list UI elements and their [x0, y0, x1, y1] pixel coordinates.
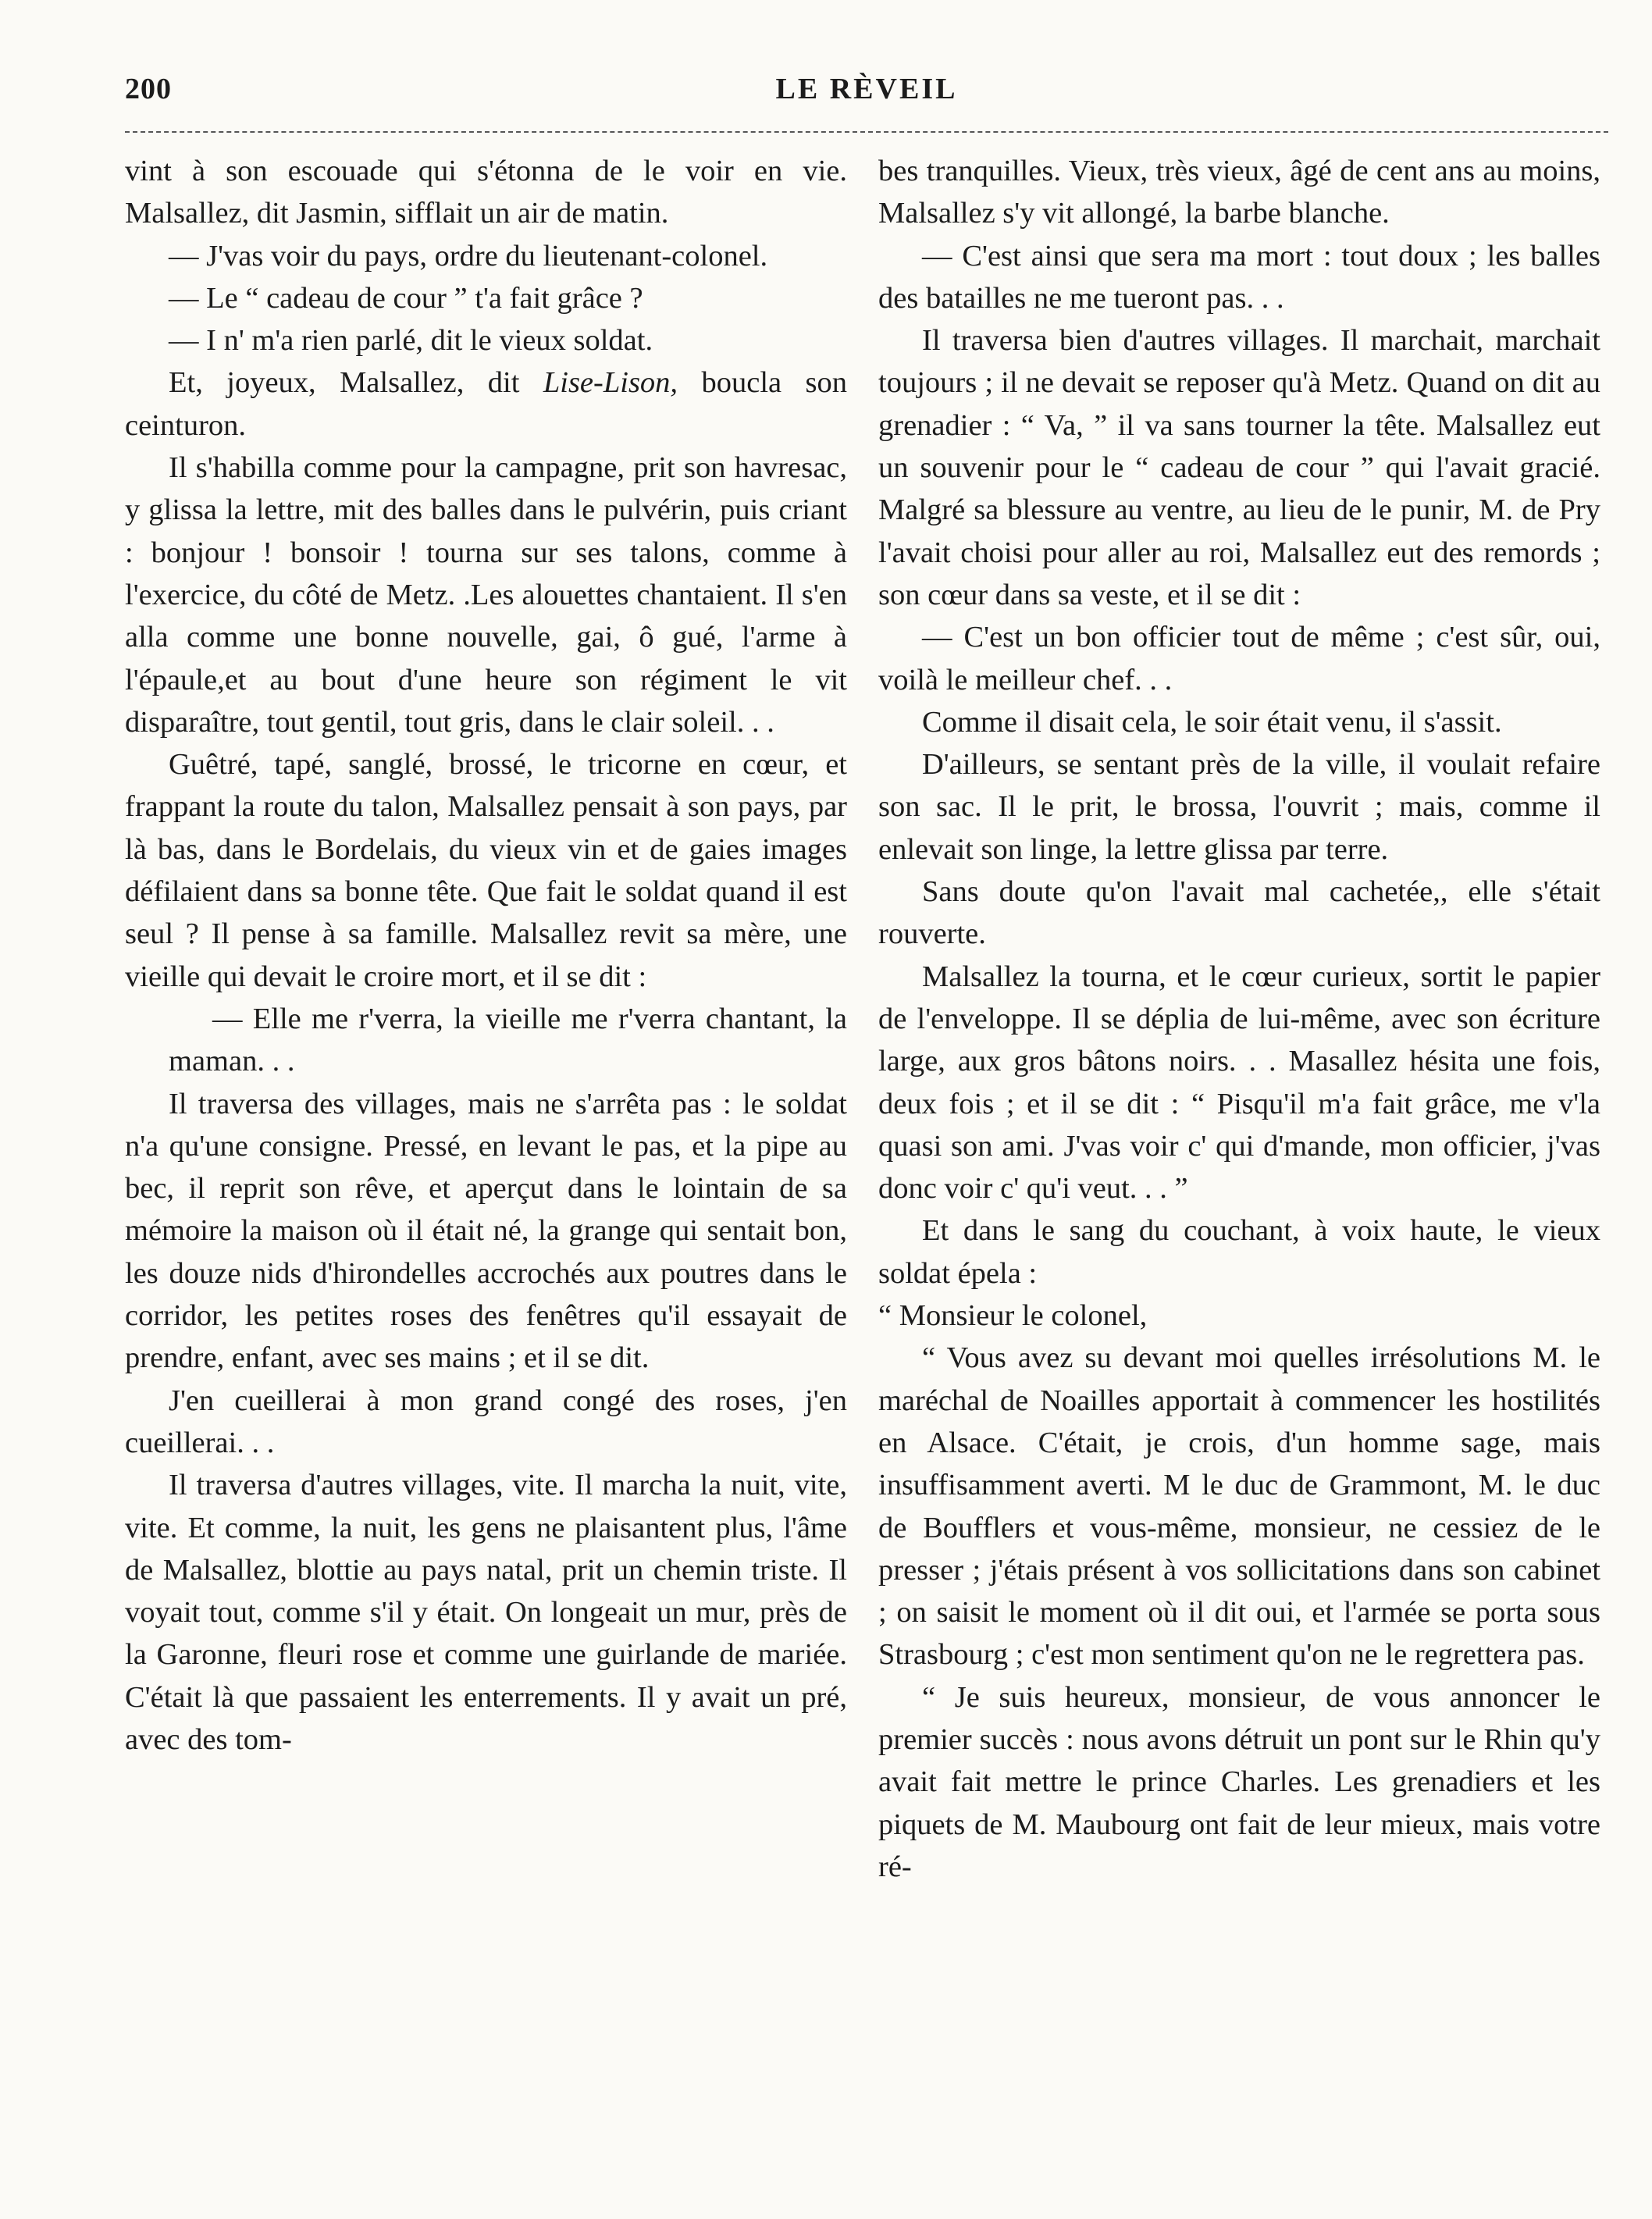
paragraph: Sans doute qu'on l'avait mal cachetée,, elle s'était rouverte.	[878, 875, 1600, 951]
paragraph: Il traversa des villages, mais ne s'arrêta pas : le soldat n'a qu'une consigne. Pressé, en levant le pas, et la pipe au bec, il reprit son rêve, et aperçut dans le lointain de sa mémoire la maison où il était né, la grange qui sentait bon, les douze nids d'hirondelles accrochés aux poutres dans le corridor, les petites roses des fenêtres qu'il essayait de prendre, enfant, avec ses mains ; et il se dit.	[125, 1087, 847, 1375]
letter-paragraph: “ Vous avez su devant moi quelles irrésolutions M. le maréchal de Noailles apportait à commencer les hostilités en Alsace. C'était, je crois, d'un homme sage, mais insuffisamment averti. M le duc de Grammont, M. le duc de Boufflers et vous-même, monsieur, ne cessiez de le presser ; j'étais présent à vos sollicitations dans son cabinet ; on saisit le moment où il dit oui, et l'armée se porta sous Strasbourg ; c'est mon sentiment qu'on ne le regrettera pas.	[878, 1341, 1600, 1672]
paragraph: Il s'habilla comme pour la campagne, prit son havresac, y glissa la lettre, mit des balles dans le pulvérin, puis criant : bonjour ! bonsoir ! tourna sur ses talons, comme à l'exercice, du côté de Metz. .Les alouettes chantaient. Il s'en alla comme une bonne nouvelle, gai, ô gué, l'arme à l'épaule,et au bout d'une heure son régiment le vit disparaître, tout gentil, tout gris, dans le clair soleil. . .	[125, 451, 847, 739]
paragraph: vint à son escouade qui s'étonna de le voir en vie. Malsallez, dit Jasmin, sifflait un air de matin.	[125, 155, 847, 230]
dialogue-line: — C'est ainsi que sera ma mort : tout doux ; les balles des batailles ne me tueront pas. . .	[878, 239, 1600, 315]
left-column	[125, 150, 847, 2196]
running-title: LE RÈVEIL	[775, 73, 958, 105]
paragraph: Guêtré, tapé, sanglé, brossé, le tricorne en cœur, et frappant la route du talon, Malsallez pensait à son pays, par là bas, dans le Bordelais, du vieux vin et de gaies images défilaient dans sa bonne tête. Que fait le soldat quand il est seul ? Il pense à sa famille. Malsallez revit sa mère, une vieille qui devait le croire mort, et il se dit :	[125, 748, 847, 993]
paragraph: bes tranquilles. Vieux, très vieux, âgé de cent ans au moins, Malsallez s'y vit allongé, la barbe blanche.	[878, 155, 1600, 230]
dialogue-line: — Elle me r'verra, la vieille me r'verra chantant, la maman. . .	[169, 1002, 847, 1078]
paragraph: Malsallez la tourna, et le cœur curieux, sortit le papier de l'enveloppe. Il se déplia de lui-même, avec son écriture large, aux gros bâtons noirs. . . Masallez hésita une fois, deux fois ; et il se dit : “ Pisqu'il m'a fait grâce, me v'la quasi son ami. J'vas voir c' qui d'mande, mon officier, j'vas donc voir c' qu'i veut. . . ”	[878, 960, 1600, 1206]
right-column	[878, 150, 1600, 2196]
paragraph	[125, 362, 847, 447]
letter-paragraph: “ Je suis heureux, monsieur, de vous annoncer le premier succès : nous avons détruit un pont sur le Rhin qu'y avait fait mettre le prince Charles. Les grenadiers et les piquets de M. Maubourg ont fait de leur mieux, mais votre ré-	[878, 1680, 1600, 1883]
paragraph-text: Et, joyeux, Malsallez, dit	[169, 366, 543, 400]
dialogue-line: — I n' m'a rien parlé, dit le vieux soldat.	[169, 324, 653, 358]
paragraph: Il traversa bien d'autres villages. Il marchait, marchait toujours ; il ne devait se reposer qu'à Metz. Quand on dit au grenadier : “ Va, ” il va sans tourner la tête. Malsallez eut un souvenir pour le “ cadeau de cour ” qui l'avait gracié. Malgré sa blessure au ventre, au lieu de le punir, M. de Pry l'avait choisi pour aller au roi, Malsallez eut des remords ; son cœur dans sa veste, et il se dit :	[878, 324, 1600, 611]
dialogue-line: — Le “ cadeau de cour ” t'a fait grâce ?	[169, 281, 643, 315]
paragraph-text: boucla son ceinturon.	[125, 366, 847, 442]
dialogue-line: — J'vas voir du pays, ordre du lieutenant-colonel.	[169, 239, 768, 272]
page-number: 200	[125, 73, 172, 105]
paragraph: Il traversa d'autres villages, vite. Il marcha la nuit, vite, vite. Et comme, la nuit, les gens ne plaisantent plus, l'âme de Malsallez, blottie au pays natal, prit un chemin triste. Il voyait tout, comme s'il y était. On longeait un mur, près de la Garonne, fleuri rose et comme une guirlande de mariée. C'était là que passaient les enterrements. Il y avait un pré, avec des tom-	[125, 1469, 847, 1756]
header-rule	[125, 131, 1608, 133]
paragraph: D'ailleurs, se sentant près de la ville, il voulait refaire son sac. Il le prit, le brossa, l'ouvrit ; mais, comme il enlevait son linge, la lettre glissa par terre.	[878, 748, 1600, 866]
paragraph: Comme il disait cela, le soir était venu, il s'assit.	[922, 705, 1502, 739]
dialogue-line: — C'est un bon officier tout de même ; c'est sûr, oui, voilà le meilleur chef. . .	[878, 621, 1600, 696]
page-header	[125, 72, 1608, 119]
paragraph: Et dans le sang du couchant, à voix haute, le vieux soldat épela :	[878, 1214, 1600, 1290]
italic-name: Lise-Lison,	[543, 366, 678, 400]
letter-salutation: “ Monsieur le colonel,	[878, 1299, 1148, 1333]
paragraph: J'en cueillerai à mon grand congé des roses, j'en cueillerai. . .	[125, 1384, 847, 1459]
